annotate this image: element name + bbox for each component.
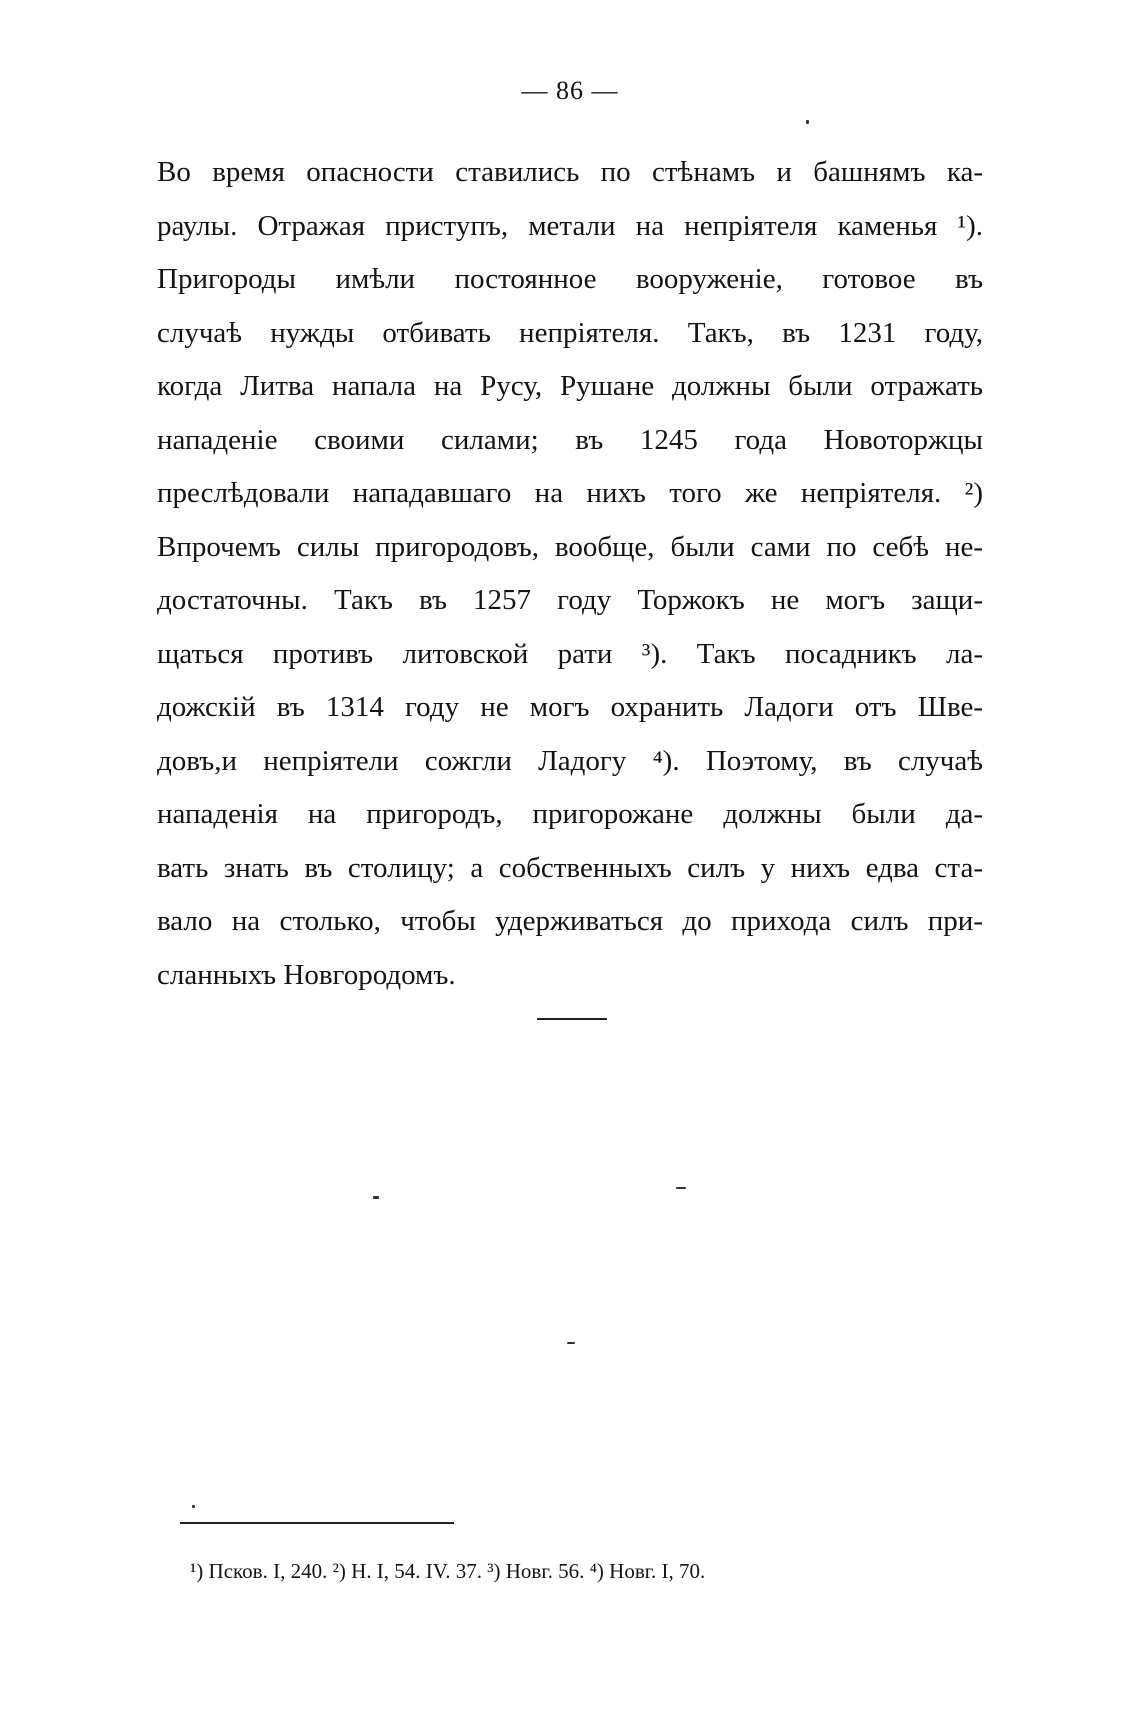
text-line: достаточны. Такъ въ 1257 году Торжокъ не могъ защи-: [157, 584, 983, 616]
footnote-separator: [180, 1522, 454, 1524]
section-end-rule: [537, 1018, 607, 1020]
body-text: [157, 146, 983, 1002]
text-line: дожскій въ 1314 году не могъ охранить Ладоги отъ Шве-: [157, 691, 983, 723]
text-line: преслѣдовали нападавшаго на нихъ того же непріятеля. ²): [157, 477, 983, 509]
text-line: нападеніе своими силами; въ 1245 года Новоторжцы: [157, 423, 983, 456]
text-line: когда Литва напала на Русу, Рушане должны были отражать: [157, 370, 983, 402]
text-line: довъ,и непріятели сожгли Ладогу ⁴). Поэтому, въ случаѣ: [157, 744, 983, 777]
text-line: Во время опасности ставились по стѣнамъ и башнямъ ка-: [157, 156, 983, 188]
text-line: случаѣ нужды отбивать непріятеля. Такъ, въ 1231 году,: [157, 316, 983, 349]
text-line: Пригороды имѣли постоянное вооруженіе, готовое въ: [157, 263, 983, 295]
print-speck: [676, 1187, 686, 1189]
page-number: — 86 —: [521, 76, 619, 105]
print-speck: [567, 1342, 575, 1344]
text-line: щаться противъ литовской рати ³). Такъ посадникъ ла-: [157, 637, 983, 670]
text-line: нападенія на пригородъ, пригорожане должны были да-: [157, 798, 983, 830]
text-line: Впрочемъ силы пригородовъ, вообще, были сами по себѣ не-: [157, 530, 983, 563]
text-line: раулы. Отражая приступъ, метали на непріятеля каменья ¹).: [157, 209, 983, 242]
text-line: вать знать въ столицу; а собственныхъ силъ у нихъ едва ста-: [157, 851, 983, 884]
print-speck: [373, 1196, 379, 1199]
text-line: вало на столько, чтобы удерживаться до прихода силъ при-: [157, 905, 983, 937]
text-line: сланныхъ Новгородомъ.: [157, 958, 456, 991]
footnotes: ¹) Псков. I, 240. ²) Н. I, 54. IV. 37. ³) Новг. 56. ⁴) Новг. I, 70.: [190, 1559, 706, 1583]
print-speck: [806, 120, 809, 124]
print-speck: [192, 1505, 195, 1508]
